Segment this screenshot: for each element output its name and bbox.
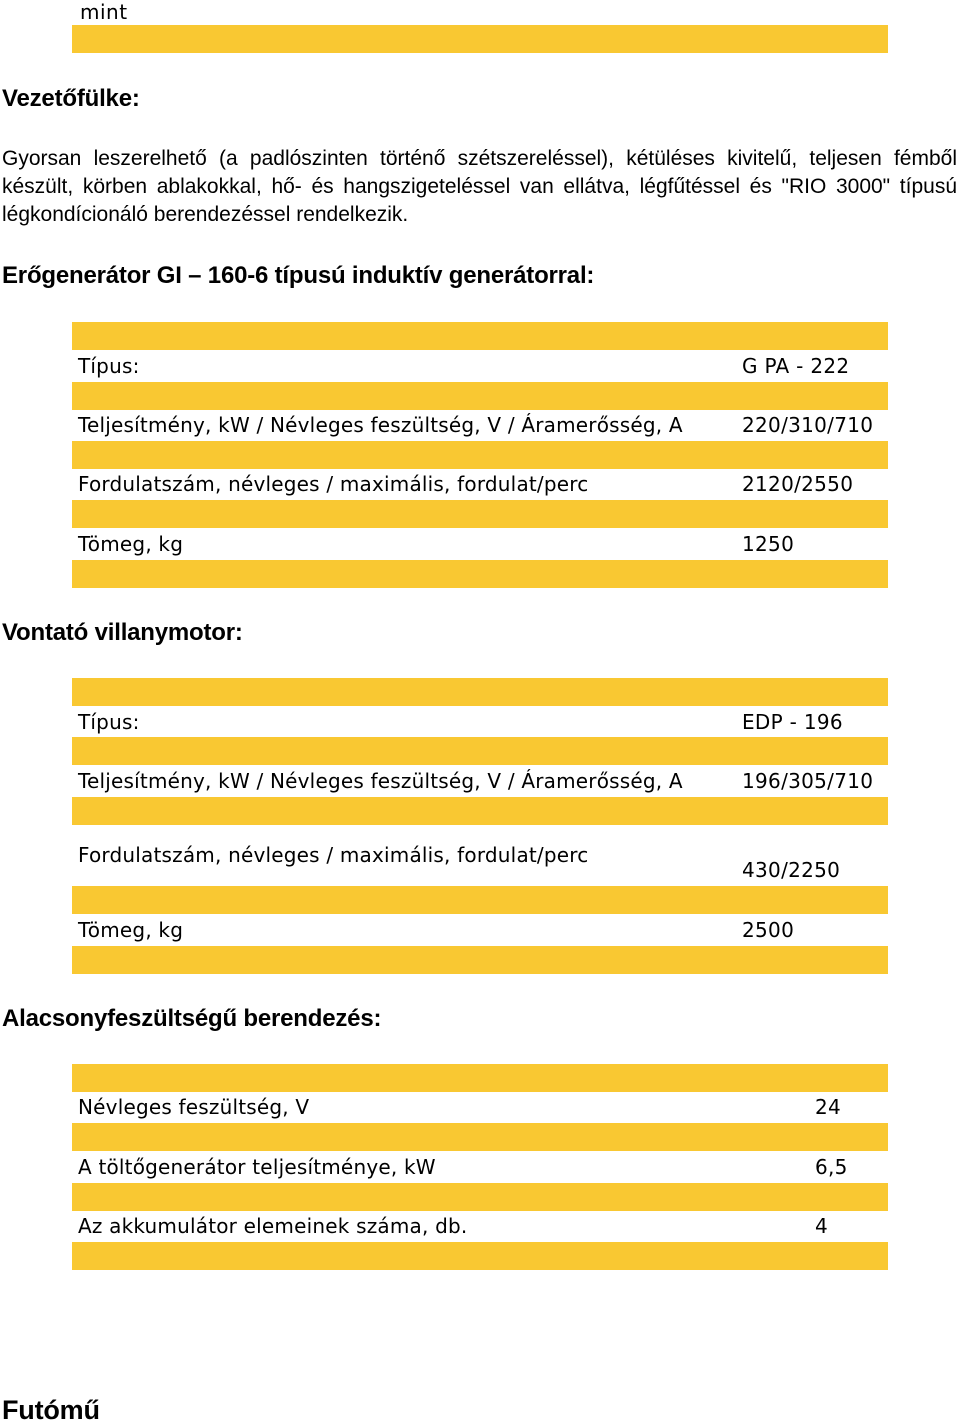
spec-label: Tömeg, kg	[78, 532, 184, 556]
spec-label: Az akkumulátor elemeinek száma, db.	[78, 1214, 468, 1238]
spec-label: Tömeg, kg	[78, 918, 184, 942]
spec-label: Teljesítmény, kW / Névleges feszültség, V / Áramerősség, A	[78, 413, 683, 437]
spec-value: 4	[815, 1214, 829, 1238]
driver-cab-description: Gyorsan leszerelhető (a padlószinten történő szétszereléssel), kétüléses kivitelű, teljesen fémből készült, körben ablakokkal, hő- és hangszigeteléssel van ellátva, légfűtéssel és "RIO 3000" típusú légkondícionáló berendezéssel rendelkezik.	[2, 147, 957, 226]
table-band	[72, 678, 888, 706]
table-band	[72, 560, 888, 588]
spec-value: 2120/2550	[742, 472, 854, 496]
table-band	[72, 382, 888, 410]
table-band	[72, 322, 888, 350]
spec-value: 196/305/710	[742, 769, 874, 793]
spec-label: Fordulatszám, névleges / maximális, fordulat/perc	[78, 843, 589, 867]
section-heading-generator: Erőgenerátor GI – 160-6 típusú induktív generátorral:	[2, 262, 595, 289]
spec-label: Teljesítmény, kW / Névleges feszültség, V / Áramerősség, A	[78, 769, 683, 793]
table-band	[72, 441, 888, 469]
spec-label: Névleges feszültség, V	[78, 1095, 310, 1119]
spec-value: 2500	[742, 918, 795, 942]
spec-label: Típus:	[78, 710, 140, 734]
spec-value: 430/2250	[742, 858, 841, 882]
table-band	[72, 1123, 888, 1151]
spec-label: Típus:	[78, 354, 140, 378]
spec-value: 220/310/710	[742, 413, 874, 437]
table-band	[72, 1064, 888, 1092]
spec-label: Fordulatszám, névleges / maximális, fordulat/perc	[78, 472, 589, 496]
table-band	[72, 500, 888, 528]
section-heading-traction-motor: Vontató villanymotor:	[2, 619, 243, 646]
spec-value: 24	[815, 1095, 842, 1119]
section-heading-running-gear: Futómű	[2, 1395, 100, 1425]
spec-value: EDP - 196	[742, 710, 843, 734]
spec-value: 1250	[742, 532, 795, 556]
table-band	[72, 1183, 888, 1211]
table-band	[72, 797, 888, 825]
table-band	[72, 946, 888, 974]
top-fragment-text: mint	[80, 0, 128, 24]
table-band	[72, 886, 888, 914]
table-band	[72, 1242, 888, 1270]
table-band	[72, 25, 888, 53]
spec-value: G PA - 222	[742, 354, 850, 378]
table-band	[72, 737, 888, 765]
section-heading-low-voltage: Alacsonyfeszültségű berendezés:	[2, 1005, 382, 1032]
spec-value: 6,5	[815, 1155, 848, 1179]
section-heading-driver-cab: Vezetőfülke:	[2, 85, 140, 112]
spec-label: A töltőgenerátor teljesítménye, kW	[78, 1155, 436, 1179]
